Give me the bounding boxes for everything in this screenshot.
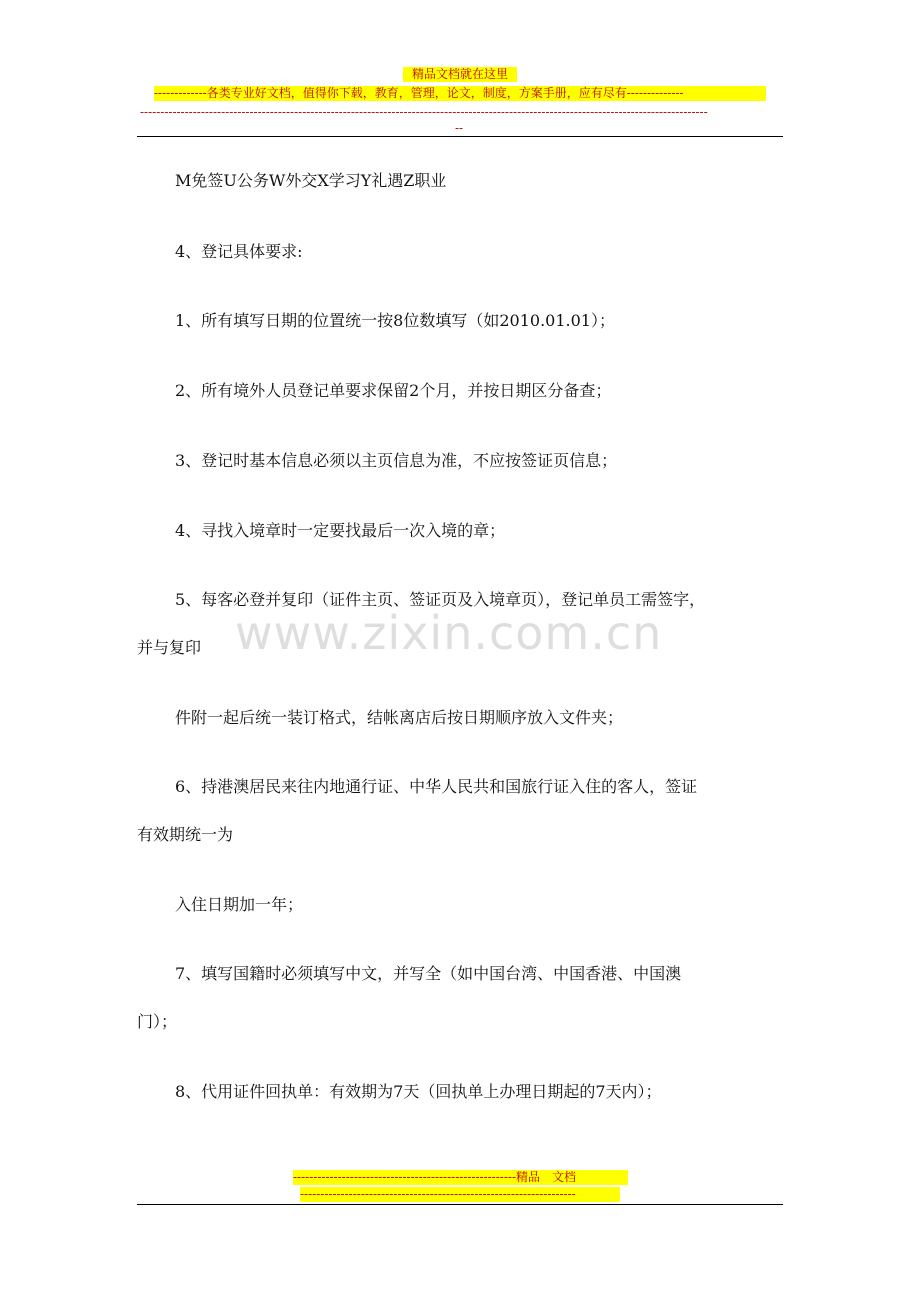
header-title: 精品文档就在这里 — [403, 67, 517, 82]
paragraph-item-8: 8、代用证件回执单：有效期为7天（回执单上办理日期起的7天内）； — [175, 1082, 662, 1101]
header-dash-line: -------------------------------------------------------------------------------------------------------------------------------------------- — [140, 105, 708, 119]
paragraph-item-6: 6、持港澳居民来往内地通行证、中华人民共和国旅行证入住的客人，签证 — [175, 777, 698, 796]
paragraph-item-6-cont2: 入住日期加一年； — [175, 895, 304, 914]
paragraph-item-7: 7、填写国籍时必须填写中文，并写全（如中国台湾、中国香港、中国澳 — [175, 964, 682, 983]
header-tagline: -------------各类专业好文档，值得你下载，教育，管理，论文，制度，方案手册，应有尽有-------------- — [154, 86, 766, 101]
footer-rule — [137, 1204, 783, 1205]
paragraph-item-7-cont: 门）； — [137, 1012, 178, 1031]
paragraph-item-3: 3、登记时基本信息必须以主页信息为准，不应按签证页信息； — [175, 451, 618, 470]
paragraph-item-4: 4、寻找入境章时一定要找最后一次入境的章； — [175, 521, 506, 540]
footer-line-1: -------------------------------------------------------精品 文档 — [293, 1170, 628, 1185]
paragraph-item-5: 5、每客必登并复印（证件主页、签证页及入境章页），登记单员工需签字， — [175, 590, 706, 609]
paragraph-item-6-cont: 有效期统一为 — [137, 825, 234, 844]
footer-line-2: -------------------------------------------------------------------- — [300, 1187, 620, 1202]
paragraph-visa-types: M免签U公务W外交X学习Y礼遇Z职业 — [175, 171, 447, 190]
header-rule — [137, 136, 783, 137]
paragraph-item-1: 1、所有填写日期的位置统一按8位数填写（如2010.01.01）； — [175, 311, 615, 330]
header-dash-tail: -- — [455, 121, 464, 135]
watermark: www.zixin.com.cn — [235, 606, 663, 660]
paragraph-item-5-cont: 并与复印 — [137, 638, 202, 657]
paragraph-item-5-cont2: 件附一起后统一装订格式，结帐离店后按日期顺序放入文件夹； — [175, 708, 624, 727]
paragraph-section-heading: 4、登记具体要求: — [175, 242, 303, 261]
paragraph-item-2: 2、所有境外人员登记单要求保留2个月，并按日期区分备查； — [175, 381, 612, 400]
